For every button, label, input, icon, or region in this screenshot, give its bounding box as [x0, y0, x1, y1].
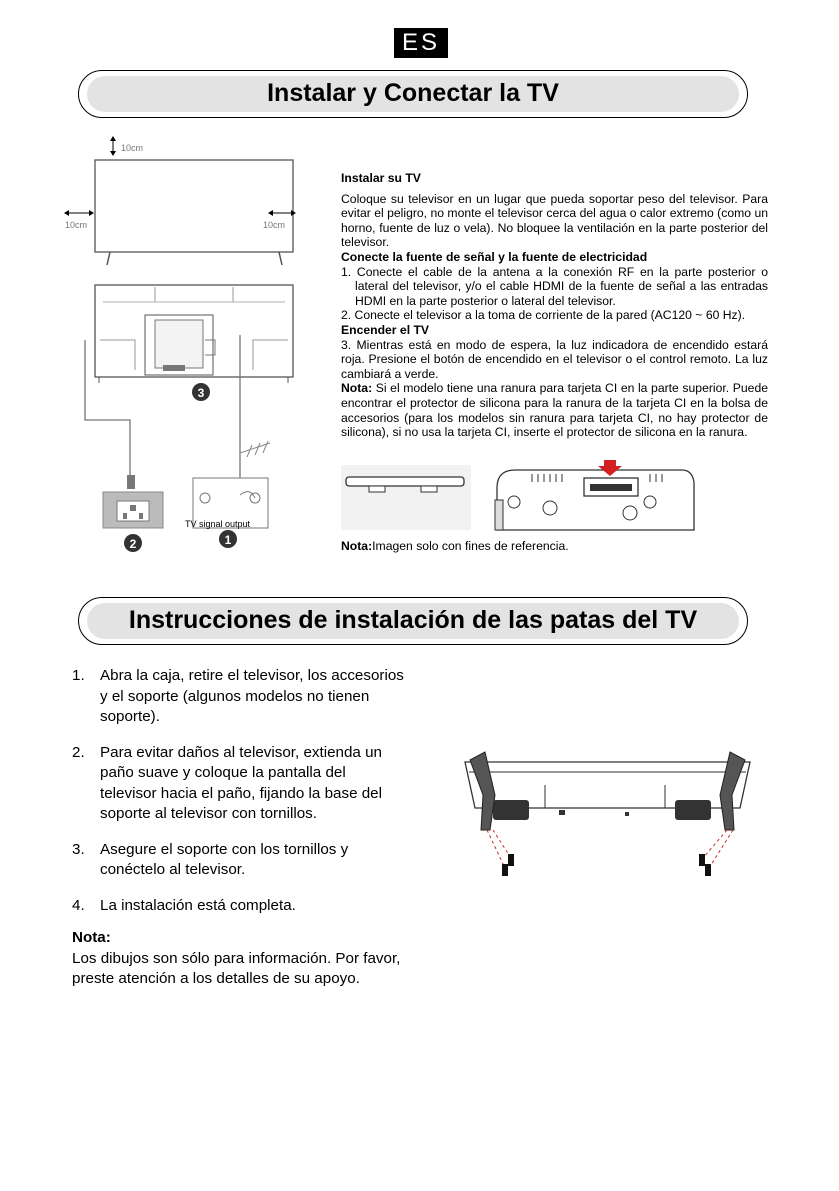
callout-2-number: 2: [129, 537, 137, 551]
leg-install-steps: [72, 666, 406, 990]
legs-note-text: Los dibujos son sólo para información. Por favor, preste atención a los detalles de su apoyo.: [72, 949, 401, 987]
section-title: Instrucciones de instalación de las patas del TV: [128, 606, 698, 634]
screws: [502, 854, 711, 876]
tv-back-view: [95, 285, 293, 383]
install-text: Coloque su televisor en un lugar que pueda soportar peso del televisor. Para evitar el peligro, no monte el televisor cerca del agua o calor extremo (como un horno, fuente de luz o vela). No bloquee la ventilación en la parte posterior del televisor.: [341, 191, 768, 250]
svg-text:10cm: 10cm: [65, 220, 88, 230]
reference-note: [341, 539, 569, 554]
callout-1-number: 1: [224, 533, 232, 547]
ci-slot-image: [492, 460, 697, 533]
reference-note-label: Nota:: [341, 539, 373, 553]
step-item: 3. Asegure el soporte con los tornillos y conéctelo al televisor.: [72, 840, 349, 878]
install-heading: Instalar su TV: [341, 171, 421, 185]
step-item: 2. Para evitar daños al televisor, extienda un paño suave y coloque la pantalla del televisor hacia el paño, fijando la base del soporte al televisor con tornillos.: [72, 743, 382, 822]
power-plug: [127, 475, 135, 489]
antenna-icon: [240, 441, 270, 457]
section-header-legs: [78, 597, 748, 645]
install-instructions: [341, 171, 768, 440]
left-distance-marker: [64, 210, 94, 230]
left-vent: [493, 800, 529, 820]
svg-text:10cm: 10cm: [121, 143, 144, 153]
tv-front-view: [95, 160, 293, 265]
top-distance-marker: [110, 136, 143, 156]
ci-note-text: Si el modelo tiene una ranura para tarjeta CI en la parte superior. Puede encontrar el protector de silicona para la ranura de la tarjeta CI en la bolsa de accesorios (para los modelos sin ranura para tarjeta CI, no hay protector de silicona), si no usa la tarjeta CI, inserte el protector de silicona en la ranura.: [341, 381, 768, 440]
callout-3-number: 3: [197, 386, 205, 400]
power-text: 3. Mientras está en modo de espera, la luz indicadora de encendido estará roja. Presione el botón de encendido en el televisor o el control remoto. La luz cambiará a verde.: [341, 337, 768, 381]
section-title: Instalar y Conectar la TV: [267, 79, 559, 107]
section-header-install: [78, 70, 748, 118]
screw-guides: [487, 830, 733, 868]
tv-signal-label: TV signal output: [185, 519, 251, 529]
reference-note-text: Imagen solo con fines de referencia.: [372, 539, 569, 553]
power-heading: Encender el TV: [341, 322, 430, 337]
ci-protector-image: [341, 465, 471, 530]
svg-text:10cm: 10cm: [263, 220, 286, 230]
right-vent: [675, 800, 711, 820]
connect-item-1: 1. Conecte el cable de la antena a la conexión RF en la parte posterior o lateral del televisor, y/o el cable HDMI de la fuente de señal a las entradas HDMI en la parte posterior o lateral del televisor.: [341, 264, 768, 308]
connect-heading: Conecte la fuente de señal y la fuente de electricidad: [341, 249, 648, 264]
leg-installation-diagram: [455, 750, 760, 885]
ci-note: [341, 381, 768, 439]
legs-note-label: Nota:: [72, 929, 111, 946]
connect-item-2: 2. Conecte el televisor a la toma de corriente de la pared (AC120 ~ 60 Hz).: [341, 308, 746, 323]
tv-connection-diagram: [55, 135, 340, 555]
step-item: 1. Abra la caja, retire el televisor, los accesorios y el soporte (algunos modelos no tienen soporte).: [72, 667, 404, 725]
ci-note-label: Nota:: [341, 381, 373, 396]
step-item: 4. La instalación está completa.: [72, 896, 296, 914]
language-badge: ES: [394, 28, 448, 58]
